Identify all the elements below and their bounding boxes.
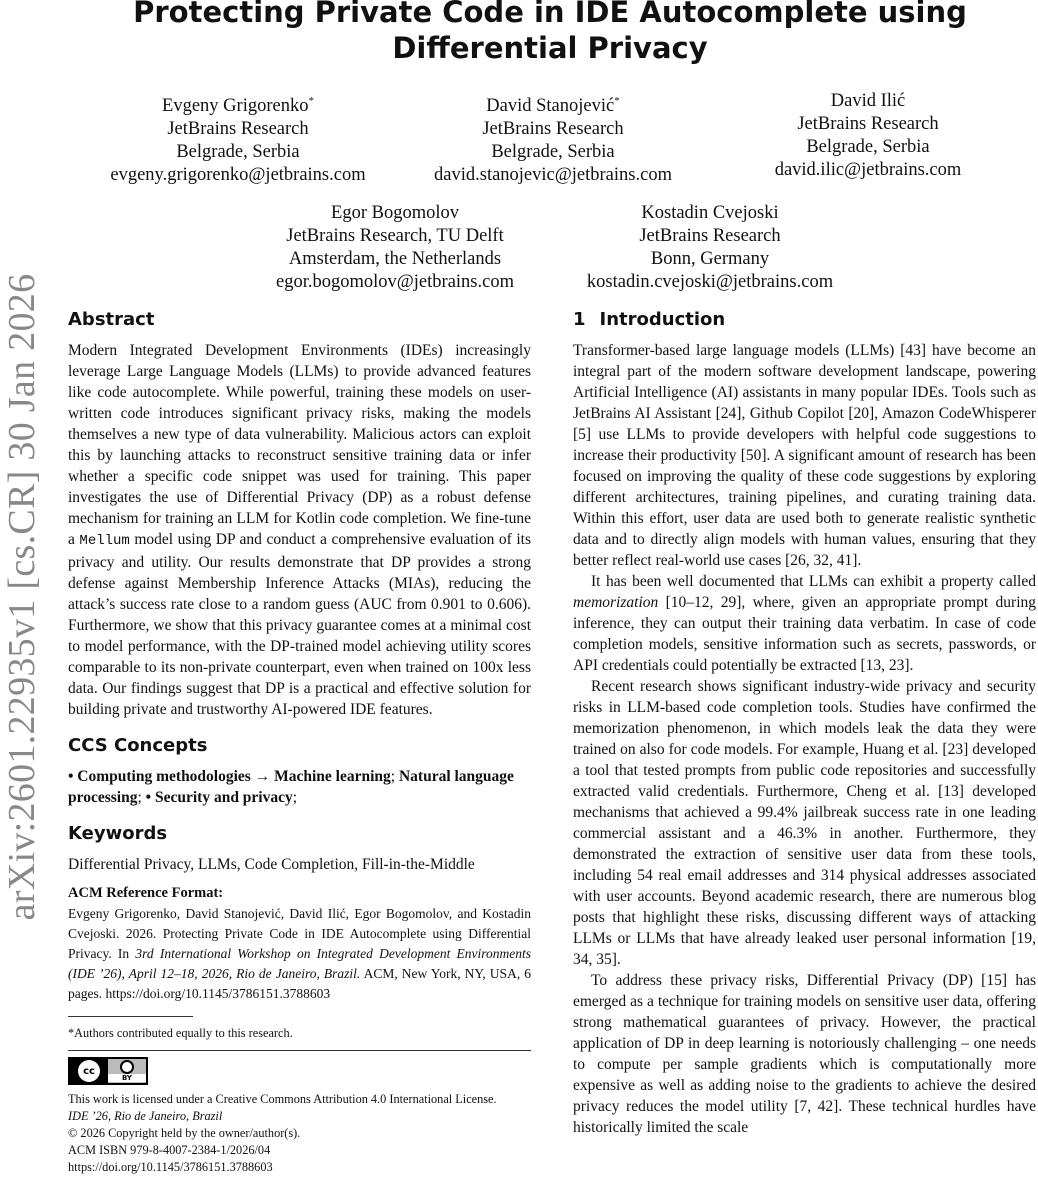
author-block (560, 202, 860, 294)
equal-contribution-mark: * (308, 95, 314, 107)
author-affiliation: JetBrains Research (482, 119, 624, 140)
author-name: Kostadin Cvejoski (641, 203, 779, 223)
author-location: Bonn, Germany (650, 249, 770, 269)
keywords-heading: Keywords (68, 823, 168, 844)
author-email[interactable]: kostadin.cvejoski@jetbrains.com (586, 272, 834, 292)
left-column (68, 306, 531, 1176)
by-label: BY (108, 1074, 146, 1082)
section-title: Introduction (599, 309, 726, 330)
arxiv-side-label (2, 262, 42, 932)
author-affiliation: JetBrains Research (167, 119, 309, 140)
author-email[interactable]: evgeny.grigorenko@jetbrains.com (110, 165, 366, 186)
author-location: Belgrade, Serbia (176, 142, 300, 163)
acm-reference-text: Evgeny Grigorenko, David Stanojević, David Ilić, Egor Bogomolov, and Kostadin Cvejoski. 2026. Protecting Private Code in IDE Autocomplete using Differential Privacy. In 3rd International Workshop on Integrated Development Environments (IDE ’26), April 12–18, 2026, Rio de Janeiro, Brazil. ACM, New York, NY, USA, 6 pages. https://doi.org/10.1145/3786151.3788603 (68, 906, 532, 1001)
section-heading-introduction (573, 306, 1036, 334)
keywords-text: Differential Privacy, LLMs, Code Completion, Fill-in-the-Middle (68, 856, 475, 873)
author-block (403, 90, 703, 187)
abstract-text: Modern Integrated Development Environments (IDEs) increasingly leverage Large Language Models (LLMs) to provide advanced features like code autocomplete. While powerful, training these models on user-written code introduces significant privacy risks, making the models themselves a new type of data vulnerability. Malicious actors can exploit this by launching attacks to reconstruct sensitive training data or infer whether a specific code snippet was used for training. This paper investigates the use of Differential Privacy (DP) as a robust defense mechanism for training an LLM for Kotlin code completion. We fine-tune a Mellum model using DP and conduct a comprehensive evaluation of its privacy and utility. Our results demonstrate that DP provides a strong defense against Membership Inference Attacks (MIAs), reducing the attack’s success rate close to a random guess (AUC from 0.901 to 0.606). Furthermore, we show that this privacy guarantee comes at a minimal cost to model performance, with the DP-trained model achieving utility scores comparable to its non-private counterpart, even when trained on 100x less data. Our findings suggest that DP is a practical and effective solution for building private and trustworthy AI-powered IDE features. (68, 342, 531, 718)
license-divider (68, 1050, 531, 1051)
right-column (573, 306, 1036, 1138)
model-name-code: Mellum (79, 533, 130, 549)
cc-badge: cc (78, 1060, 100, 1082)
author-block (88, 90, 388, 187)
isbn-line: ACM ISBN 979-8-4007-2384-1/2026/04 (68, 1143, 271, 1157)
arxiv-identifier: arXiv:2601.22935v1 [cs.CR] 30 Jan 2026 (1, 273, 43, 921)
license-text: This work is licensed under a Creative Commons Attribution 4.0 International License. (68, 1092, 497, 1106)
author-name: David Stanojević (486, 96, 615, 117)
paper-title: Protecting Private Code in IDE Autocomplete using Differential Privacy (133, 0, 967, 65)
intro-paragraph: To address these privacy risks, Differential Privacy (DP) [15] has emerged as a technique for training models on sensitive user data, offering strong mathematical guarantees of privacy. However, the practical application of DP in deep learning is notoriously challenging – one needs to compute per sample gradients which is computationally more expensive as well as adding noise to the gradients to achieve the desired privacy reduces the model utility [7, 42]. These technical hurdles have historically limited the scale (573, 972, 1036, 1136)
doi-link[interactable]: https://doi.org/10.1145/3786151.3788603 (68, 1160, 273, 1174)
intro-paragraph: It has been well documented that LLMs can exhibit a property called memorization [10–12, 29], where, given an appropriate prompt during inference, they can output their training data verbatim. In case of code completion models, sensitive information such as secrets, passwords, or API credentials could potentially be extracted [13, 23]. (573, 573, 1037, 674)
footnote: *Authors contributed equally to this research. (68, 1026, 293, 1040)
author-affiliation: JetBrains Research (797, 114, 939, 134)
author-location: Amsterdam, the Netherlands (288, 249, 502, 269)
venue-line: IDE ’26, Rio de Janeiro, Brazil (68, 1109, 223, 1123)
intro-paragraph: Transformer-based large language models (LLMs) [43] have become an integral part of the modern software development landscape, powering Artificial Intelligence (AI) assistants in many popular IDEs. Tools such as JetBrains AI Assistant [24], Github Copilot [20], Amazon CodeWhisperer [5] use LLMs to provide developers with helpful code suggestions to increase their productivity [50]. A significant amount of research has been focused on improving the quality of these code suggestions by exploring different architectures, training pipelines, and curating training data. Within this effort, user data are used both to generate realistic synthetic data and to directly align models with human values, ensuring that they better reflect real-world use cases [26, 32, 41]. (573, 342, 1036, 569)
author-email[interactable]: david.stanojevic@jetbrains.com (434, 165, 672, 186)
author-email[interactable]: david.ilic@jetbrains.com (774, 160, 962, 180)
author-block (718, 90, 1018, 182)
author-affiliation: JetBrains Research, TU Delft (286, 226, 504, 246)
author-name: David Ilić (830, 91, 906, 111)
author-location: Belgrade, Serbia (491, 142, 615, 163)
author-email[interactable]: egor.bogomolov@jetbrains.com (276, 272, 514, 292)
ccs-heading: CCS Concepts (68, 735, 208, 756)
person-icon (120, 1060, 134, 1074)
equal-contribution-mark: * (614, 95, 620, 107)
cc-by-license-icon[interactable] (68, 1057, 148, 1085)
author-name: Evgeny Grigorenko (162, 96, 309, 117)
author-block (245, 202, 545, 294)
footnote-divider (68, 1016, 193, 1017)
author-affiliation: JetBrains Research (639, 226, 781, 246)
author-location: Belgrade, Serbia (806, 137, 930, 157)
copyright-line: © 2026 Copyright held by the owner/author(s). (68, 1126, 301, 1140)
author-name: Egor Bogomolov (331, 203, 459, 223)
section-number: 1 (573, 309, 586, 330)
acm-reference-heading: ACM Reference Format: (68, 885, 224, 901)
abstract-heading: Abstract (68, 309, 155, 330)
ccs-concepts: • Computing methodologies → Machine learning; Natural language processing; • Security and privacy; (68, 768, 514, 806)
intro-paragraph: Recent research shows significant industry-wide privacy and security risks in LLM-based code completion tools. Studies have confirmed the memorization phenomenon, in which models leak the data they were trained on also for code models. For example, Huang et al. [23] developed a tool that tested prompts from public code repositories and successfully extracted valid credentials. Furthermore, Cheng et al. [13] developed mechanisms that achieved a 99.4% jailbreak success rate in one leading commercial assistant and a 46.3% in another. Furthermore, they demonstrated the extraction of sensitive user data from these tools, including 54 real email addresses and 314 physical addresses associated with user accounts. Beyond academic research, there are numerous blog posts that highlight these risks, discussing different ways of attacking LLMs or LLMs that have already leaked user personal information [19, 34, 35]. (573, 678, 1036, 968)
